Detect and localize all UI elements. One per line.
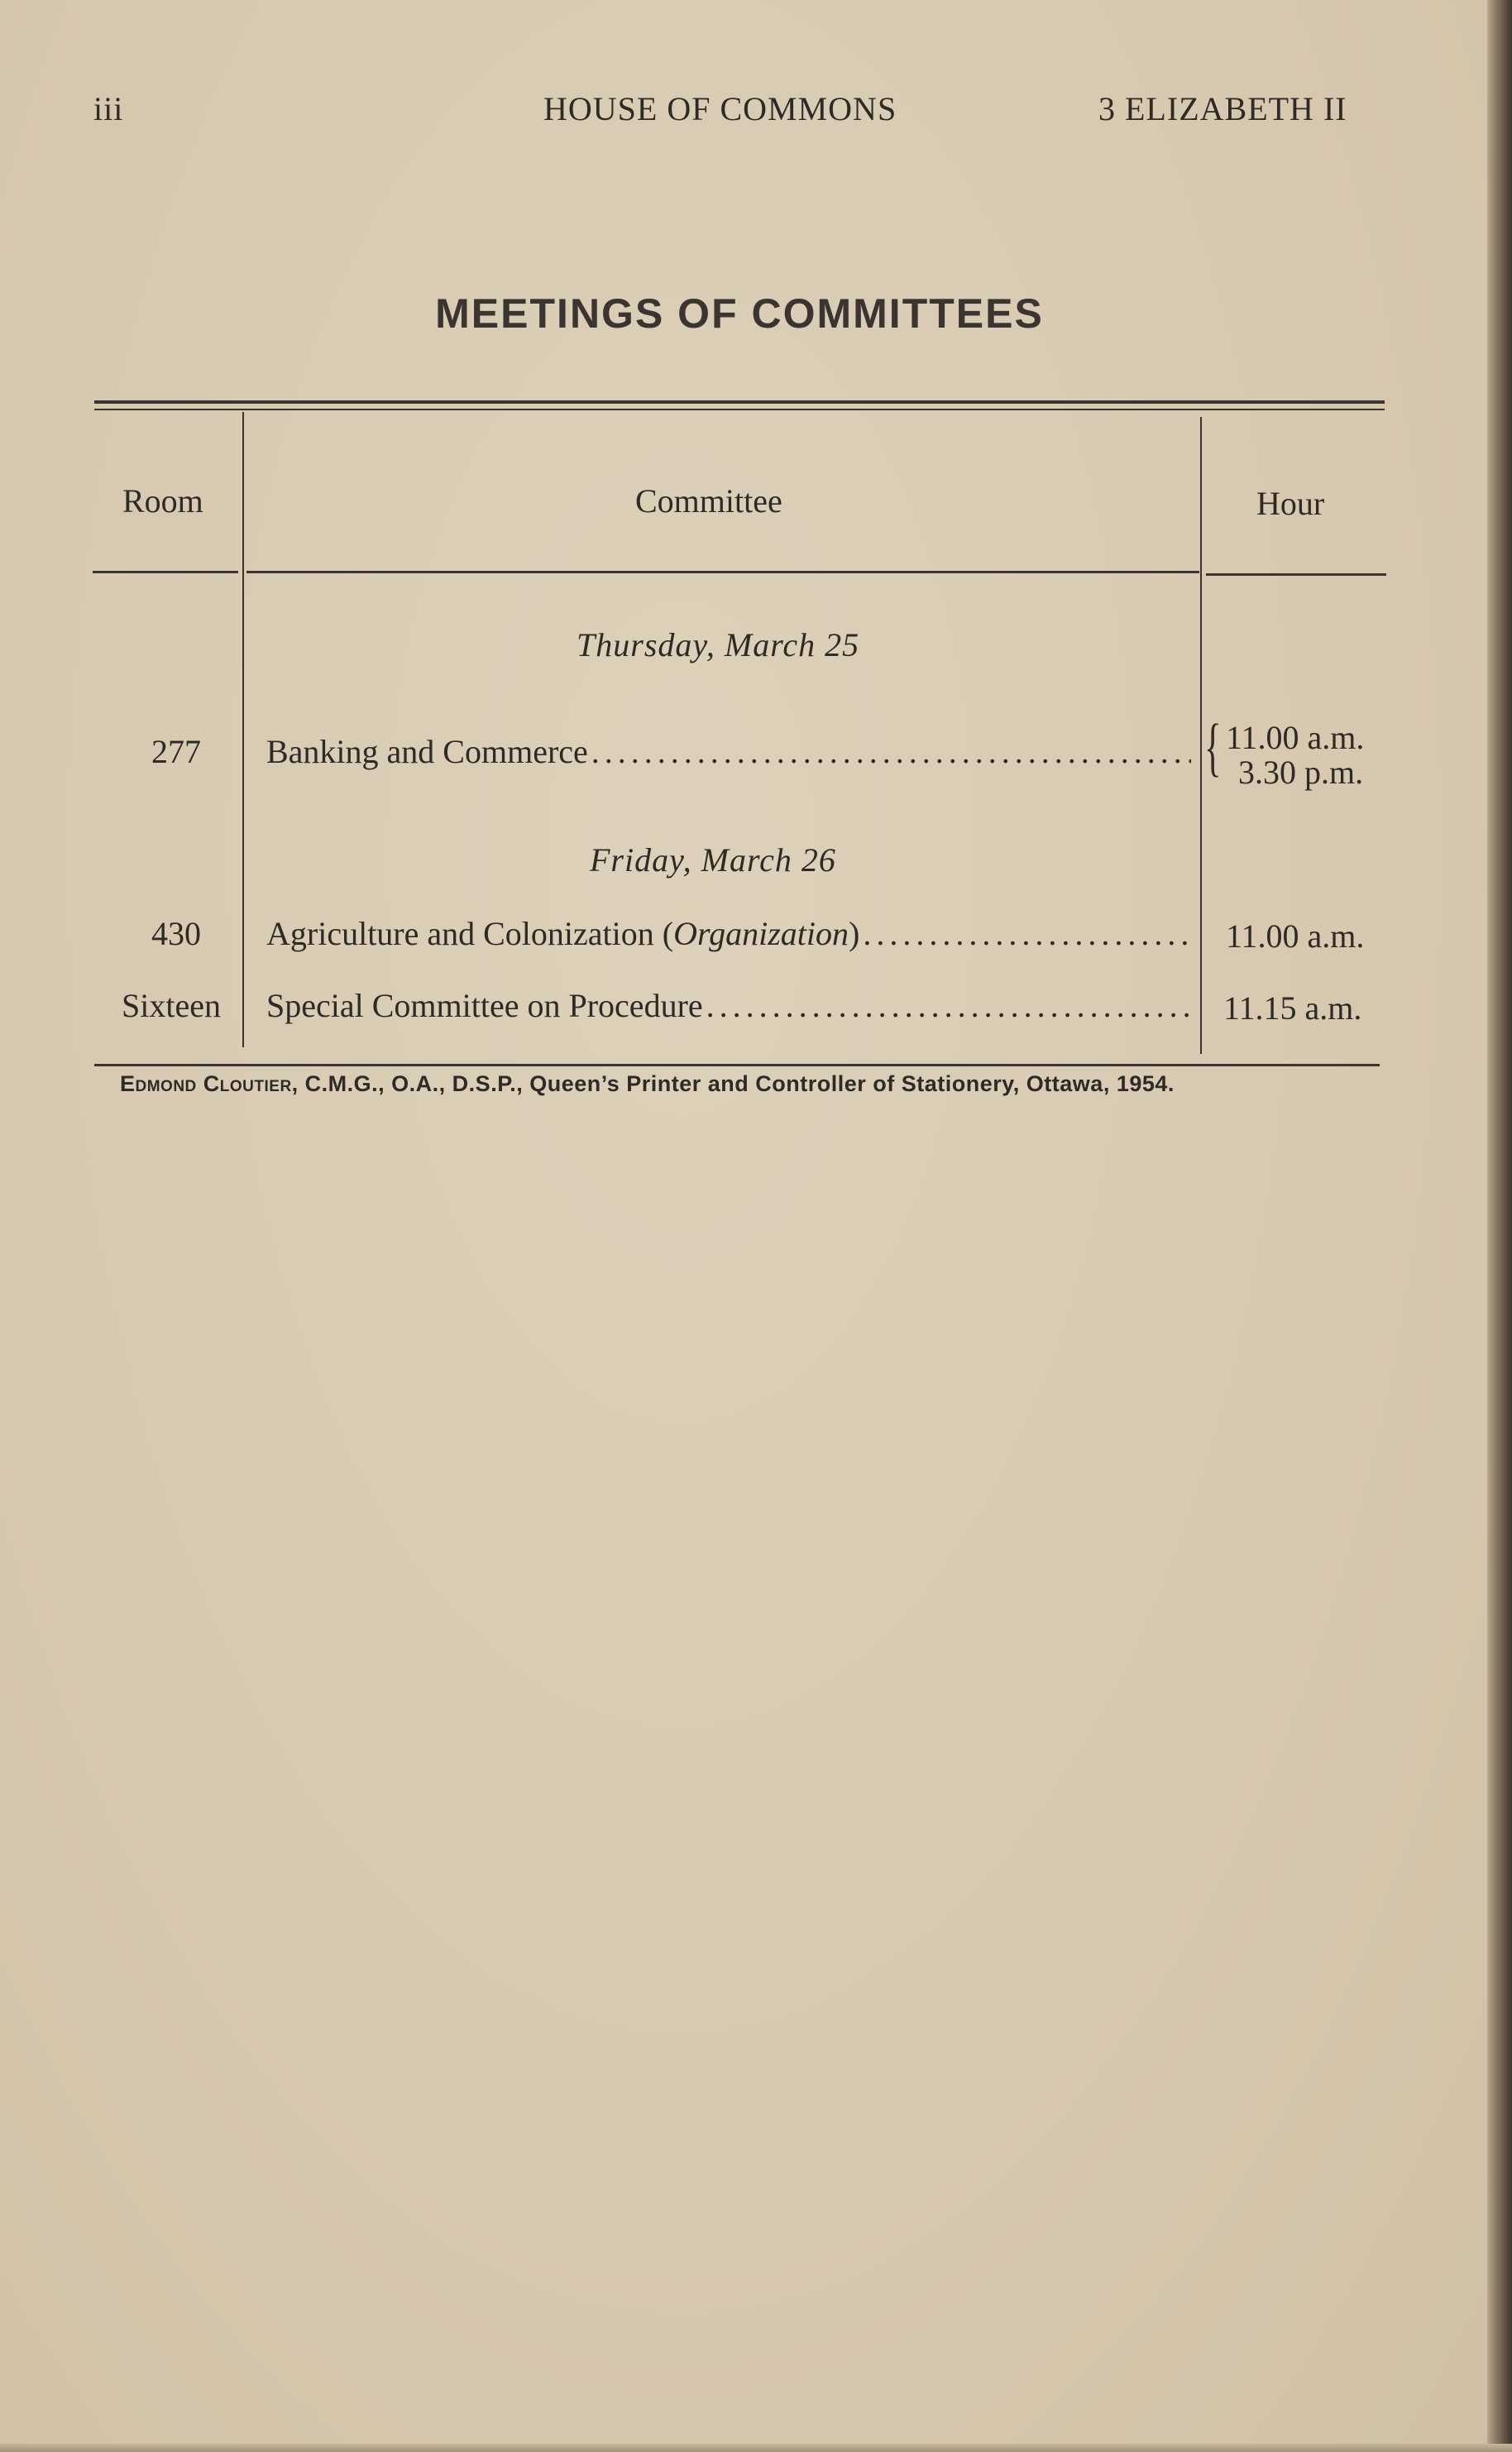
committee-note: (Organization) (653, 915, 860, 952)
committee-entry (266, 986, 1191, 1025)
running-head-title: HOUSE OF COMMONS (543, 90, 897, 127)
page-number: iii (93, 90, 124, 127)
page-title: MEETINGS OF COMMITTEES (435, 290, 1044, 337)
hour-cell: 11.00 a.m. (1226, 917, 1365, 955)
imprint-rule (94, 1064, 1380, 1066)
hour-cell: 11.15 a.m. (1223, 989, 1362, 1027)
page-bottom-edge (0, 2444, 1512, 2452)
dot-leader (706, 986, 1191, 1025)
header-rule (1206, 573, 1386, 576)
room-cell: Sixteen (122, 987, 221, 1024)
column-divider-right (1200, 417, 1202, 1054)
day-heading: Thursday, March 25 (577, 626, 860, 663)
regnal-year: 3 ELIZABETH II (1098, 90, 1347, 127)
day-heading: Friday, March 26 (590, 841, 836, 879)
dot-leader (591, 732, 1191, 771)
table-top-rule (94, 400, 1385, 404)
brace-glyph: { (1204, 711, 1222, 783)
committee-name: Banking and Commerce (266, 733, 588, 770)
committee-entry (266, 914, 1191, 953)
committee-entry (266, 732, 1191, 771)
header-rule (246, 571, 1199, 573)
hour-cell: 11.00 a.m. (1226, 719, 1365, 756)
table-top-rule-thin (94, 409, 1385, 410)
printer-imprint (120, 1071, 1385, 1097)
header-rule (93, 571, 238, 573)
column-header-hour: Hour (1256, 485, 1325, 522)
dot-leader (863, 914, 1191, 953)
room-cell: 430 (151, 915, 201, 952)
printer-details: , C.M.G., O.A., D.S.P., Queen’s Printer and Controller of Stationery, Ottawa, 1954. (291, 1071, 1175, 1096)
committee-name: Agriculture and Colonization (266, 915, 654, 952)
column-header-committee: Committee (635, 482, 782, 520)
committee-note-text: Organization (673, 915, 849, 952)
column-header-room: Room (122, 482, 203, 520)
hour-cell: 3.30 p.m. (1238, 754, 1364, 791)
printer-name: Edmond Cloutier (120, 1071, 292, 1096)
committee-name: Special Committee on Procedure (266, 987, 703, 1024)
book-spine-shadow (1487, 0, 1512, 2452)
room-cell: 277 (151, 733, 201, 770)
